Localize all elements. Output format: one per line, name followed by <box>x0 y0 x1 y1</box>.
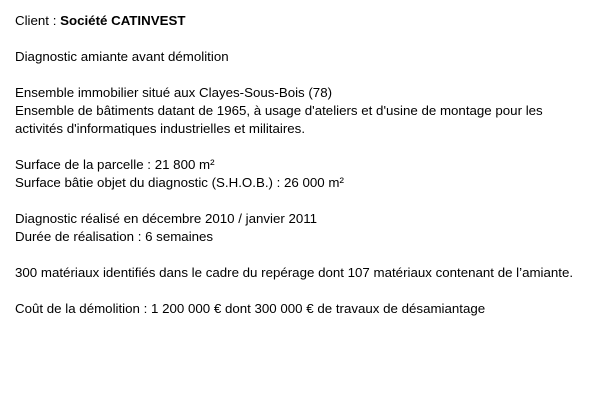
site-description: Ensemble de bâtiments datant de 1965, à usage d'ateliers et d'usine de montage pour les activités d'informatiques industrielles et militaires. <box>15 103 543 136</box>
mission-section <box>15 48 585 66</box>
client-line <box>15 12 585 30</box>
demolition-cost: Coût de la démolition : 1 200 000 € dont 300 000 € de travaux de désamiantage <box>15 301 486 316</box>
surface-section <box>15 156 585 192</box>
cost-section <box>15 300 585 318</box>
client-name: Société CATINVEST <box>60 13 186 28</box>
diagnostic-duration: Durée de réalisation : 6 semaines <box>15 229 214 244</box>
built-surface: Surface bâtie objet du diagnostic (S.H.O.B.) : 26 000 m² <box>15 175 344 190</box>
diagnostic-period: Diagnostic réalisé en décembre 2010 / janvier 2011 <box>15 211 318 226</box>
mission-title: Diagnostic amiante avant démolition <box>15 49 229 64</box>
site-location: Ensemble immobilier situé aux Clayes-Sous-Bois (78) <box>15 85 333 100</box>
site-section <box>15 84 585 138</box>
client-section <box>15 12 585 30</box>
materials-section <box>15 264 585 282</box>
client-label: Client : <box>15 13 61 28</box>
timing-section <box>15 210 585 246</box>
materials-summary: 300 matériaux identifiés dans le cadre du repérage dont 107 matériaux contenant de l’amiante. <box>15 265 574 280</box>
parcel-surface: Surface de la parcelle : 21 800 m² <box>15 157 215 172</box>
